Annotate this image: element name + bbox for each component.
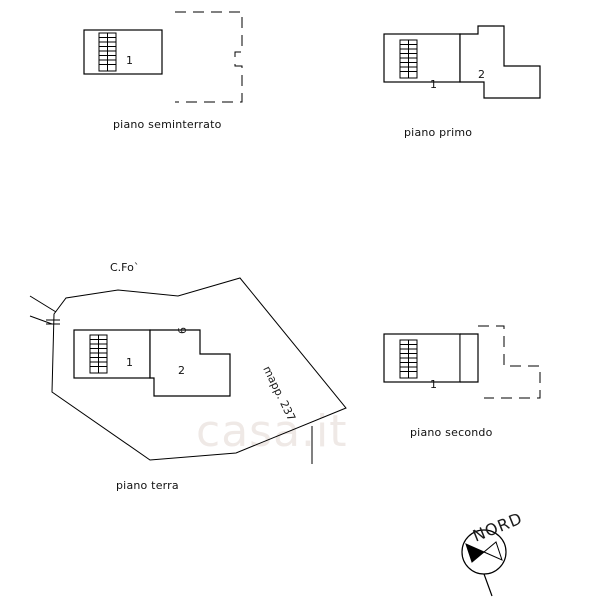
- room-number: 1: [430, 378, 437, 391]
- caption-seminterrato: piano seminterrato: [113, 118, 222, 131]
- plan-secondo: [380, 318, 570, 418]
- room-number: 1: [126, 54, 133, 67]
- caption-secondo: piano secondo: [410, 426, 493, 439]
- caption-terra: piano terra: [116, 479, 179, 492]
- room-number: 2: [178, 364, 185, 377]
- room-number: 1: [430, 78, 437, 91]
- watermark: casa.it: [196, 406, 348, 457]
- caption-primo: piano primo: [404, 126, 473, 139]
- compass-label: NORD: [470, 508, 526, 546]
- parcel-label: mapp. 237: [260, 364, 299, 424]
- corte-label: C.Fo`: [110, 261, 140, 274]
- room-number: 1: [126, 356, 133, 369]
- side-label: 6: [176, 327, 189, 334]
- plan-seminterrato: [70, 6, 270, 116]
- room-number: 2: [478, 68, 485, 81]
- plan-terra: [30, 268, 370, 478]
- plan-primo: [380, 18, 560, 118]
